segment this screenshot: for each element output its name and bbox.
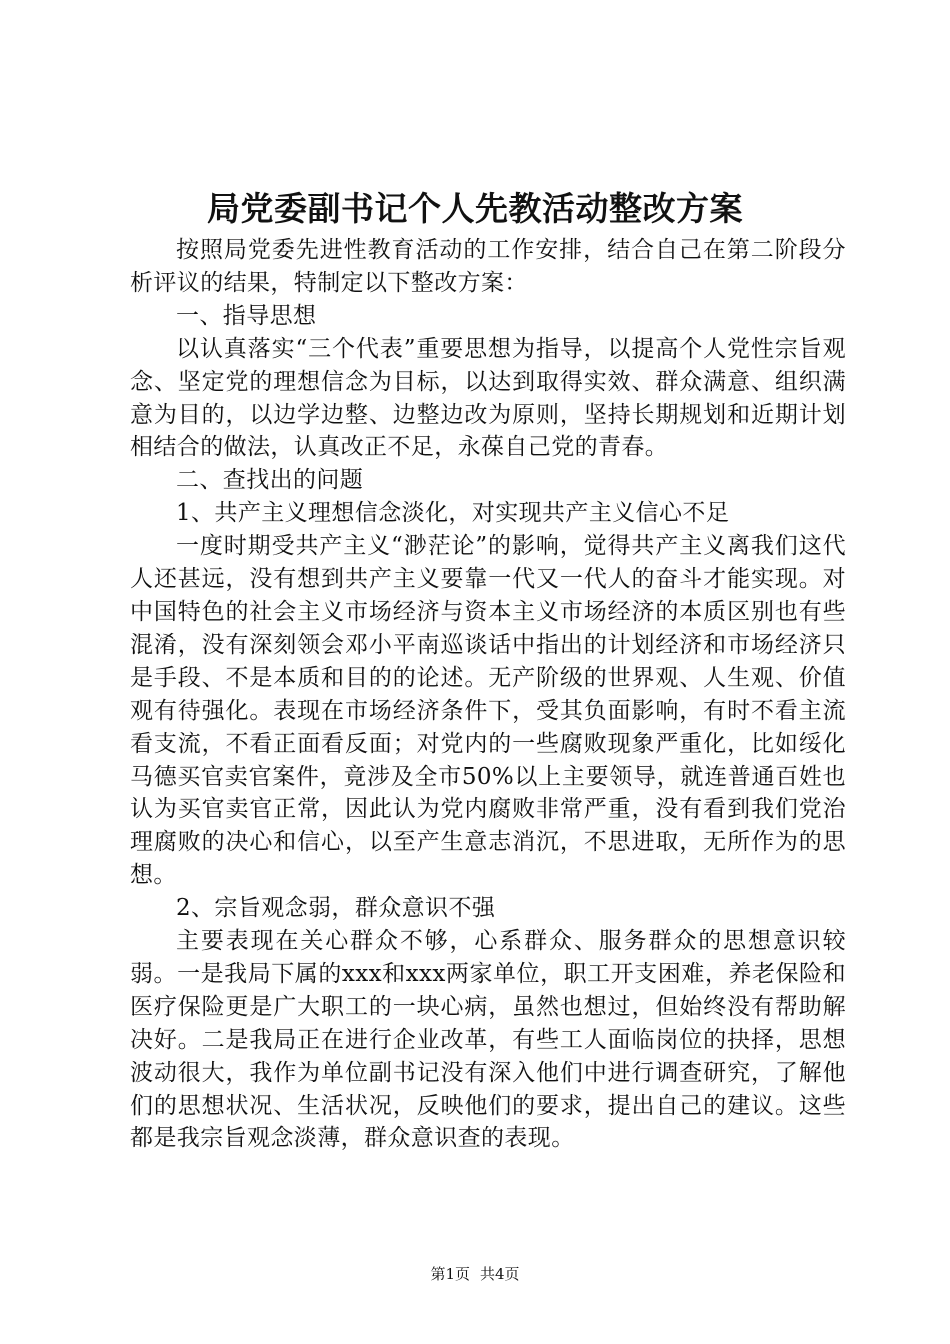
intro-paragraph: 按照局党委先进性教育活动的工作安排，结合自己在第二阶段分析评议的结果，特制定以下整改方案： <box>130 237 846 296</box>
subheading-problem-2: 2、宗旨观念弱，群众意识不强 <box>176 895 496 922</box>
section-heading-guiding-thought: 一、指导思想 <box>176 302 317 329</box>
problem-2-paragraph: 主要表现在关心群众不够，心系群众、服务群众的思想意识较弱。一是我局下属的xxx和xxx两家单位，职工开支困难，养老保险和医疗保险更是广大职工的一块心病，虽然也想过，但始终没有帮助解决好。二是我局正在进行企业改革，有些工人面临岗位的抉择，思想波动很大，我作为单位副书记没有深入他们中进行调查研究，了解他们的思想状况、生活状况，反映他们的要求，提出自己的建议。这些都是我宗旨观念淡薄，群众意识查的表现。 <box>130 928 846 1152</box>
problem-1-paragraph: 一度时期受共产主义“渺茫论”的影响，觉得共产主义离我们这代人还甚远，没有想到共产主义要靠一代又一代人的奋斗才能实现。对中国特色的社会主义市场经济与资本主义市场经济的本质区别也有些混淆，没有深刻领会邓小平南巡谈话中指出的计划经济和市场经济只是手段、不是本质和目的的论述。无产阶级的世界观、人生观、价值观有待强化。表现在市场经济条件下，受其负面影响，有时不看主流看支流，不看正面看反面；对党内的一些腐败现象严重化，比如绥化马德买官卖官案件，竟涉及全市50%以上主要领导，就连普通百姓也认为买官卖官正常，因此认为党内腐败非常严重，没有看到我们党治理腐败的决心和信心，以至产生意志消沉，不思进取，无所作为的思想。 <box>130 533 846 889</box>
guiding-thought-paragraph: 以认真落实“三个代表”重要思想为指导，以提高个人党性宗旨观念、坚定党的理想信念为目标，以达到取得实效、群众满意、组织满意为目的，以边学边整、边整边改为原则，坚持长期规划和近期计划相结合的做法，认真改正不足，永葆自己党的青春。 <box>130 335 846 461</box>
page-footer <box>0 1264 950 1284</box>
subheading-problem-1: 1、共产主义理想信念淡化，对实现共产主义信心不足 <box>176 500 730 527</box>
document-title: 局党委副书记个人先教活动整改方案 <box>207 189 743 228</box>
section-heading-problems: 二、查找出的问题 <box>176 467 364 494</box>
document-body <box>130 234 846 1155</box>
page-number: 第1页 <box>430 1265 470 1283</box>
page-total: 共4页 <box>480 1265 520 1283</box>
